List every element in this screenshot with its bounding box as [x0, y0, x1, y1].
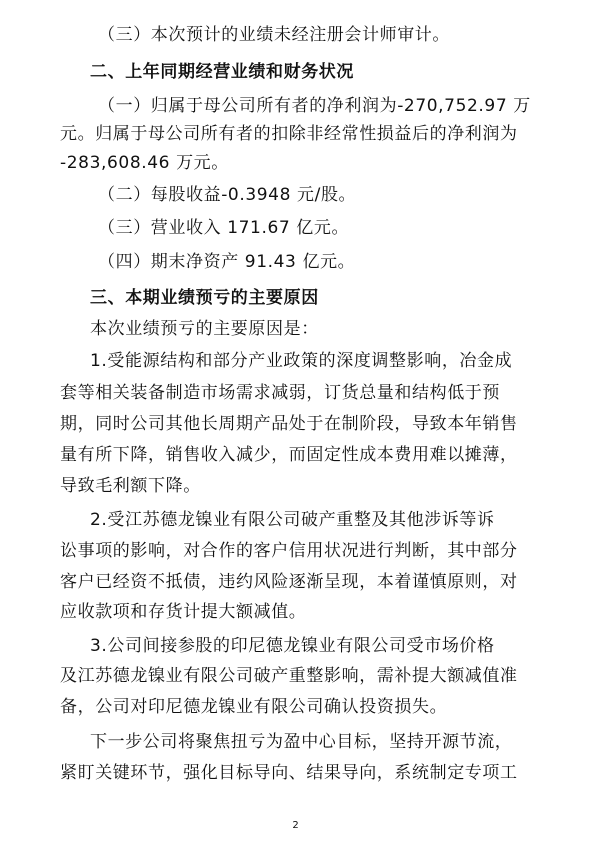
reason-3-line-2: 及江苏德龙镍业有限公司破产重整影响，需补提大额减值准	[60, 666, 518, 686]
reason-1-line-5: 导致毛利额下降。	[60, 476, 201, 496]
next-step-line-1: 下一步公司将聚焦扭亏为盈中心目标，坚持开源节流，	[90, 732, 513, 752]
section-heading-3: 三、本期业绩预亏的主要原因	[90, 288, 319, 308]
reason-2-line-3: 客户已经资不抵债，违约风险逐渐呈现，本着谨慎原则，对	[60, 572, 518, 592]
reason-2-line-1: 2.受江苏德龙镍业有限公司破产重整及其他涉诉等诉	[90, 510, 495, 530]
reason-2-line-4: 应收款项和存货计提大额减值。	[60, 602, 307, 622]
revenue-line: （三）营业收入 171.67 亿元。	[98, 218, 350, 238]
reason-3-line-3: 备，公司对印尼德龙镍业有限公司确认投资损失。	[60, 697, 448, 717]
reason-3-line-1: 3.公司间接参股的印尼德龙镍业有限公司受市场价格	[90, 636, 495, 656]
reason-1-line-1: 1.受能源结构和部分产业政策的深度调整影响，冶金成	[90, 351, 513, 371]
audit-note: （三）本次预计的业绩未经注册会计师审计。	[98, 25, 450, 45]
net-profit-line-2: 元。归属于母公司所有者的扣除非经常性损益后的净利润为	[60, 124, 518, 144]
reason-1-line-4: 量有所下降，销售收入减少，而固定性成本费用难以摊薄，	[60, 445, 518, 465]
section-heading-2: 二、上年同期经营业绩和财务状况	[90, 62, 354, 82]
net-profit-line-3: -283,608.46 万元。	[60, 153, 229, 173]
reason-2-line-2: 讼事项的影响，对合作的客户信用状况进行判断，其中部分	[60, 541, 518, 561]
page-number: 2	[292, 820, 299, 831]
net-profit-line-1: （一）归属于母公司所有者的净利润为-270,752.97 万	[98, 96, 531, 116]
reason-1-line-2: 套等相关装备制造市场需求减弱，订货总量和结构低于预	[60, 383, 500, 403]
net-assets-line: （四）期末净资产 91.43 亿元。	[98, 252, 356, 272]
eps-line: （二）每股收益-0.3948 元/股。	[98, 185, 357, 205]
reason-1-line-3: 期，同时公司其他长周期产品处于在制阶段，导致本年销售	[60, 414, 518, 434]
next-step-line-2: 紧盯关键环节，强化目标导向、结果导向，系统制定专项工	[60, 763, 518, 783]
reasons-intro: 本次业绩预亏的主要原因是：	[90, 319, 319, 339]
